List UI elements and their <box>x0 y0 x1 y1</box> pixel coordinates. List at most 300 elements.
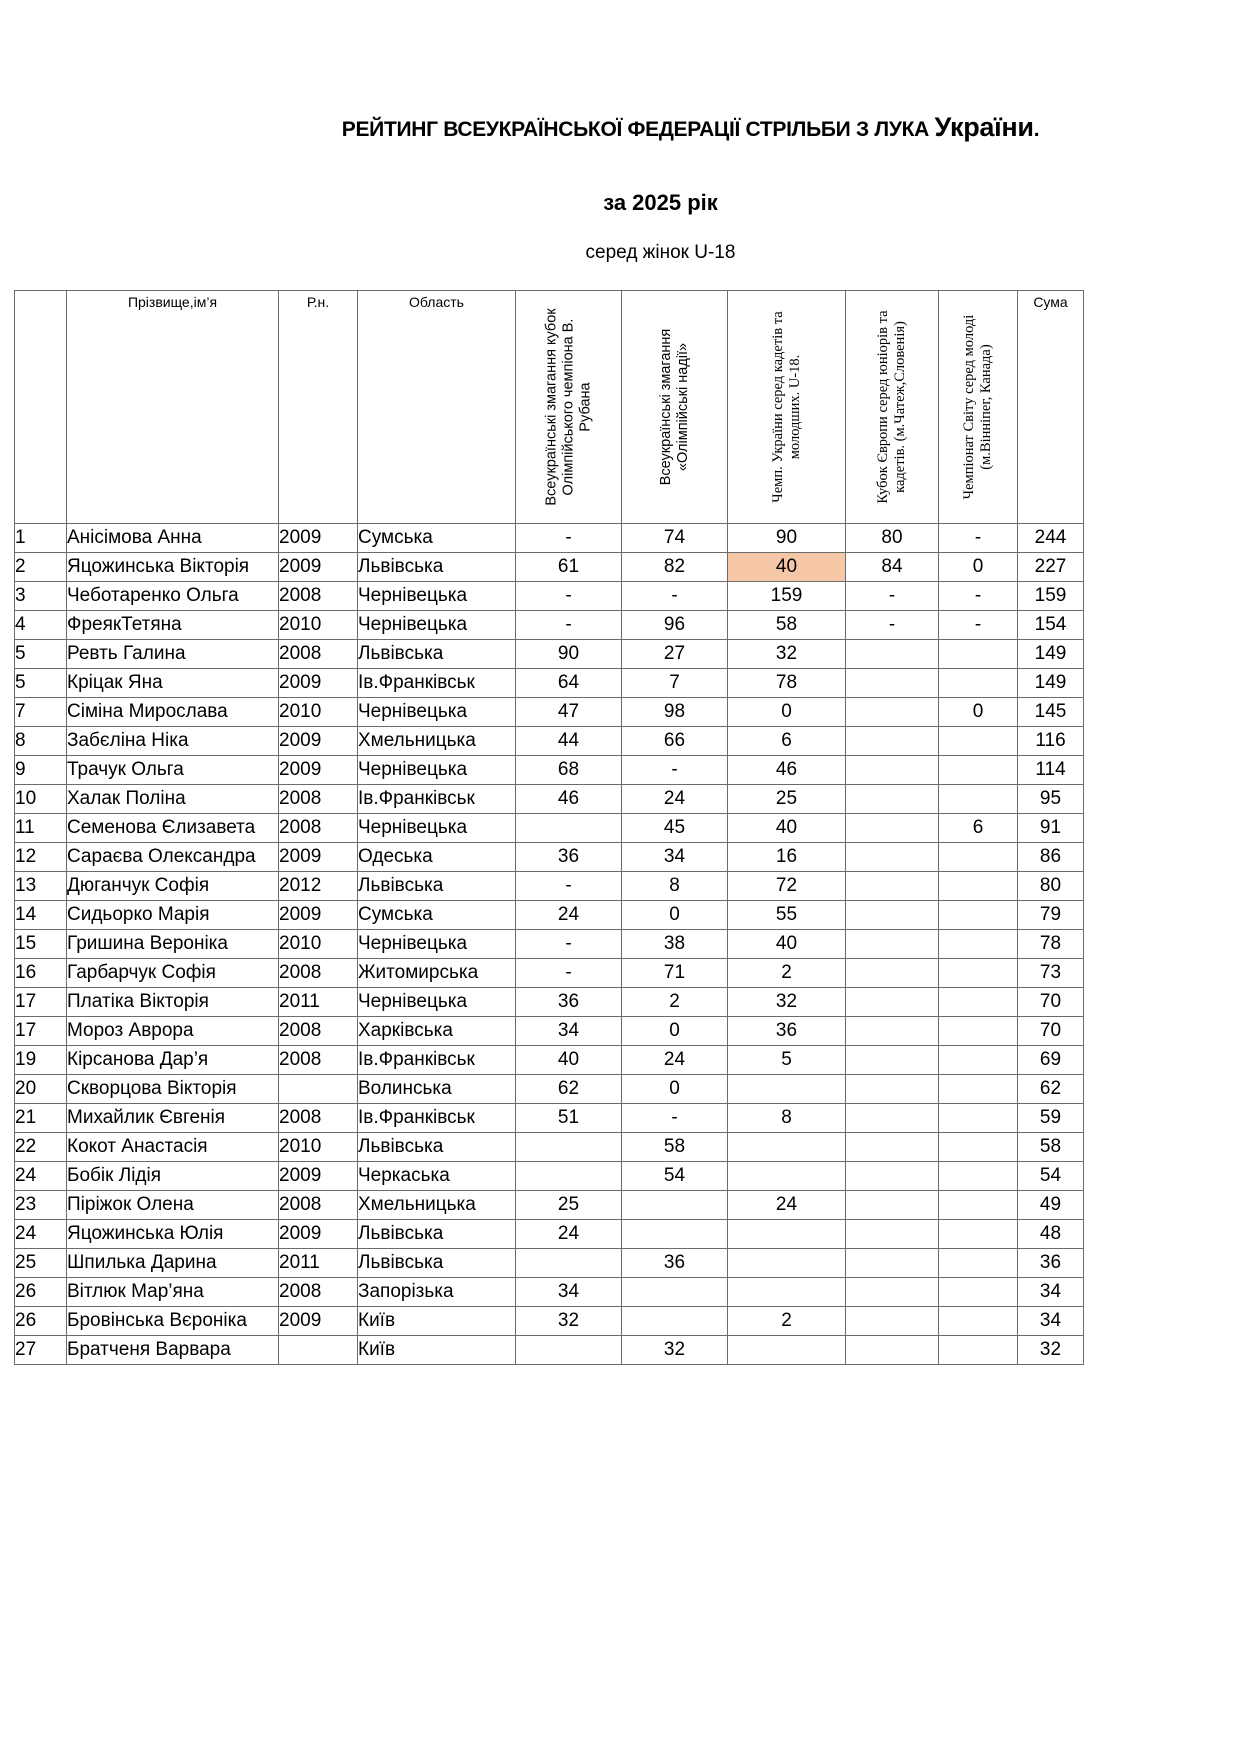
cell-birth-year: 2008 <box>279 1191 358 1220</box>
cell-region: Волинська <box>358 1075 516 1104</box>
cell-place: 13 <box>15 872 67 901</box>
cell-event5: - <box>939 524 1018 553</box>
cell-event4 <box>846 727 939 756</box>
cell-name: Шпилька Дарина <box>67 1249 279 1278</box>
cell-event3: 6 <box>728 727 846 756</box>
cell-region: Сумська <box>358 901 516 930</box>
cell-place: 3 <box>15 582 67 611</box>
cell-event5 <box>939 1017 1018 1046</box>
cell-event4 <box>846 1017 939 1046</box>
cell-event1: - <box>516 524 622 553</box>
header-total: Сума <box>1018 291 1084 524</box>
cell-event5 <box>939 988 1018 1017</box>
cell-birth-year: 2009 <box>279 669 358 698</box>
header-name: Прізвище,ім’я <box>67 291 279 524</box>
cell-event5 <box>939 930 1018 959</box>
cell-region: Черкаська <box>358 1162 516 1191</box>
cell-event4 <box>846 1191 939 1220</box>
cell-event2: - <box>622 582 728 611</box>
cell-birth-year: 2008 <box>279 1017 358 1046</box>
table-row <box>15 1307 1084 1336</box>
cell-event3 <box>728 1162 846 1191</box>
cell-event3: 78 <box>728 669 846 698</box>
cell-name: Бровінська Вєроніка <box>67 1307 279 1336</box>
cell-event2: - <box>622 1104 728 1133</box>
cell-event1: 46 <box>516 785 622 814</box>
cell-total: 34 <box>1018 1278 1084 1307</box>
cell-event1 <box>516 1133 622 1162</box>
table-row <box>15 1075 1084 1104</box>
cell-event2: 34 <box>622 843 728 872</box>
cell-event4 <box>846 959 939 988</box>
cell-name: Кірсанова Дар’я <box>67 1046 279 1075</box>
cell-total: 154 <box>1018 611 1084 640</box>
cell-event2: 54 <box>622 1162 728 1191</box>
cell-event3: 72 <box>728 872 846 901</box>
cell-total: 116 <box>1018 727 1084 756</box>
cell-birth-year: 2011 <box>279 988 358 1017</box>
table-row <box>15 1133 1084 1162</box>
cell-birth-year: 2010 <box>279 930 358 959</box>
cell-event5 <box>939 669 1018 698</box>
cell-event4: 84 <box>846 553 939 582</box>
cell-total: 54 <box>1018 1162 1084 1191</box>
table-row <box>15 959 1084 988</box>
cell-place: 5 <box>15 640 67 669</box>
table-row <box>15 524 1084 553</box>
table-row <box>15 698 1084 727</box>
cell-place: 17 <box>15 1017 67 1046</box>
cell-place: 27 <box>15 1336 67 1365</box>
title-main: РЕЙТИНГ ВСЕУКРАЇНСЬКОЇ ФЕДЕРАЦІЇ СТРІЛЬБИ З ЛУКА <box>341 118 935 141</box>
cell-event5 <box>939 1191 1018 1220</box>
cell-name: Ревть Галина <box>67 640 279 669</box>
cell-region: Ів.Франківськ <box>358 669 516 698</box>
cell-event1: - <box>516 959 622 988</box>
cell-event1: - <box>516 930 622 959</box>
cell-event1: 24 <box>516 901 622 930</box>
cell-total: 227 <box>1018 553 1084 582</box>
cell-region: Житомирська <box>358 959 516 988</box>
cell-region: Ів.Франківськ <box>358 1046 516 1075</box>
cell-event4 <box>846 901 939 930</box>
cell-name: Гарбарчук Софія <box>67 959 279 988</box>
table-row <box>15 1104 1084 1133</box>
cell-event5: - <box>939 582 1018 611</box>
cell-event5 <box>939 1046 1018 1075</box>
cell-event2: 45 <box>622 814 728 843</box>
cell-birth-year <box>279 1336 358 1365</box>
cell-event2: 0 <box>622 1017 728 1046</box>
cell-place: 16 <box>15 959 67 988</box>
cell-birth-year: 2008 <box>279 1104 358 1133</box>
cell-name: Платіка Вікторія <box>67 988 279 1017</box>
cell-total: 32 <box>1018 1336 1084 1365</box>
header-event-olympic-hopes: Всеукраїнські змагання «Олімпійські надії» <box>622 291 728 524</box>
cell-place: 12 <box>15 843 67 872</box>
cell-birth-year: 2010 <box>279 1133 358 1162</box>
cell-event1 <box>516 1162 622 1191</box>
title-country: України <box>934 112 1034 142</box>
cell-birth-year: 2009 <box>279 1307 358 1336</box>
cell-name: Яцожинська Вікторія <box>67 553 279 582</box>
cell-event3: 5 <box>728 1046 846 1075</box>
cell-event4 <box>846 1133 939 1162</box>
cell-event3: 0 <box>728 698 846 727</box>
cell-name: Кріцак Яна <box>67 669 279 698</box>
cell-region: Одеська <box>358 843 516 872</box>
cell-region: Львівська <box>358 872 516 901</box>
cell-event1: 62 <box>516 1075 622 1104</box>
cell-name: Михайлик Євгенія <box>67 1104 279 1133</box>
cell-total: 73 <box>1018 959 1084 988</box>
header-row <box>15 291 1084 524</box>
cell-total: 59 <box>1018 1104 1084 1133</box>
cell-birth-year: 2009 <box>279 843 358 872</box>
cell-event3: 55 <box>728 901 846 930</box>
cell-total: 34 <box>1018 1307 1084 1336</box>
table-row <box>15 988 1084 1017</box>
cell-birth-year: 2009 <box>279 901 358 930</box>
cell-total: 49 <box>1018 1191 1084 1220</box>
cell-place: 5 <box>15 669 67 698</box>
cell-name: Сіміна Мирослава <box>67 698 279 727</box>
cell-event2: 38 <box>622 930 728 959</box>
cell-event4 <box>846 1249 939 1278</box>
cell-event4 <box>846 698 939 727</box>
cell-place: 20 <box>15 1075 67 1104</box>
cell-event5 <box>939 1104 1018 1133</box>
cell-total: 114 <box>1018 756 1084 785</box>
cell-event1 <box>516 814 622 843</box>
cell-event1: 51 <box>516 1104 622 1133</box>
cell-total: 62 <box>1018 1075 1084 1104</box>
cell-birth-year: 2008 <box>279 1046 358 1075</box>
table-row <box>15 814 1084 843</box>
cell-event1: 32 <box>516 1307 622 1336</box>
cell-total: 70 <box>1018 988 1084 1017</box>
cell-name: Сидьорко Марія <box>67 901 279 930</box>
header-region: Область <box>358 291 516 524</box>
cell-name: Братченя Варвара <box>67 1336 279 1365</box>
cell-event4 <box>846 930 939 959</box>
cell-place: 2 <box>15 553 67 582</box>
cell-region: Сумська <box>358 524 516 553</box>
cell-region: Київ <box>358 1307 516 1336</box>
cell-event5 <box>939 785 1018 814</box>
cell-event4 <box>846 1162 939 1191</box>
cell-event4: 80 <box>846 524 939 553</box>
cell-event3 <box>728 1133 846 1162</box>
cell-event4 <box>846 872 939 901</box>
cell-region: Львівська <box>358 1220 516 1249</box>
cell-birth-year: 2009 <box>279 1162 358 1191</box>
cell-event5 <box>939 1133 1018 1162</box>
table-row <box>15 785 1084 814</box>
cell-region: Чернівецька <box>358 988 516 1017</box>
cell-event2: 58 <box>622 1133 728 1162</box>
cell-event2: 0 <box>622 1075 728 1104</box>
cell-place: 24 <box>15 1162 67 1191</box>
cell-event3: 40 <box>728 930 846 959</box>
table-row <box>15 872 1084 901</box>
cell-event2: 2 <box>622 988 728 1017</box>
cell-event5: 0 <box>939 553 1018 582</box>
cell-place: 7 <box>15 698 67 727</box>
cell-birth-year: 2010 <box>279 611 358 640</box>
cell-place: 25 <box>15 1249 67 1278</box>
cell-event4 <box>846 814 939 843</box>
cell-event1: 68 <box>516 756 622 785</box>
cell-event2: 7 <box>622 669 728 698</box>
cell-event2: 36 <box>622 1249 728 1278</box>
cell-event3: 2 <box>728 959 846 988</box>
cell-event2 <box>622 1191 728 1220</box>
cell-region: Чернівецька <box>358 756 516 785</box>
cell-event1: 90 <box>516 640 622 669</box>
table-row <box>15 611 1084 640</box>
cell-event3: 58 <box>728 611 846 640</box>
table-row <box>15 582 1084 611</box>
cell-total: 149 <box>1018 640 1084 669</box>
cell-birth-year: 2012 <box>279 872 358 901</box>
cell-region: Ів.Франківськ <box>358 785 516 814</box>
table-row <box>15 1336 1084 1365</box>
cell-event4 <box>846 756 939 785</box>
cell-place: 11 <box>15 814 67 843</box>
cell-birth-year: 2008 <box>279 640 358 669</box>
cell-event2: 8 <box>622 872 728 901</box>
cell-event3: 32 <box>728 640 846 669</box>
cell-event1: 36 <box>516 988 622 1017</box>
cell-region: Запорізька <box>358 1278 516 1307</box>
cell-event1: 40 <box>516 1046 622 1075</box>
cell-event5 <box>939 843 1018 872</box>
table-row <box>15 1162 1084 1191</box>
header-event-ukraine-championship: Чемп. України серед кадетів та молодших. U-18. <box>728 291 846 524</box>
table-row <box>15 1249 1084 1278</box>
cell-event3: 40 <box>728 814 846 843</box>
cell-birth-year: 2009 <box>279 727 358 756</box>
cell-event3: 25 <box>728 785 846 814</box>
cell-birth-year: 2008 <box>279 959 358 988</box>
cell-event5 <box>939 901 1018 930</box>
cell-event2: 96 <box>622 611 728 640</box>
title-end: . <box>1033 118 1040 141</box>
cell-place: 15 <box>15 930 67 959</box>
header-birth-year: Р.н. <box>279 291 358 524</box>
cell-name: Сараєва Олександра <box>67 843 279 872</box>
cell-event4 <box>846 843 939 872</box>
cell-event1: 44 <box>516 727 622 756</box>
cell-event4: - <box>846 582 939 611</box>
cell-place: 4 <box>15 611 67 640</box>
header-event-world-championship: Чемпіонат Світу серед молоді (м.Вінніпег, Канада) <box>939 291 1018 524</box>
cell-region: Львівська <box>358 1133 516 1162</box>
cell-place: 21 <box>15 1104 67 1133</box>
cell-event2: 32 <box>622 1336 728 1365</box>
cell-place: 17 <box>15 988 67 1017</box>
cell-event2: 0 <box>622 901 728 930</box>
cell-name: Вітлюк Мар’яна <box>67 1278 279 1307</box>
cell-name: Семенова Єлизавета <box>67 814 279 843</box>
cell-event2: 74 <box>622 524 728 553</box>
cell-place: 19 <box>15 1046 67 1075</box>
cell-event1 <box>516 1336 622 1365</box>
rating-table <box>14 290 1084 1365</box>
cell-event3 <box>728 1278 846 1307</box>
cell-event3: 159 <box>728 582 846 611</box>
cell-name: Трачук Ольга <box>67 756 279 785</box>
category-subtitle: серед жінок U-18 <box>585 242 736 263</box>
cell-birth-year: 2008 <box>279 1278 358 1307</box>
cell-name: Халак Поліна <box>67 785 279 814</box>
cell-event3 <box>728 1336 846 1365</box>
cell-place: 22 <box>15 1133 67 1162</box>
cell-event3: 24 <box>728 1191 846 1220</box>
cell-event1: 34 <box>516 1017 622 1046</box>
cell-event5 <box>939 1336 1018 1365</box>
cell-event4 <box>846 1336 939 1365</box>
cell-event1: 34 <box>516 1278 622 1307</box>
table-row <box>15 930 1084 959</box>
cell-total: 48 <box>1018 1220 1084 1249</box>
header-event-european-cup: Кубок Європи серед юніорів та кадетів. (м.Чатеж,Словенія) <box>846 291 939 524</box>
cell-place: 14 <box>15 901 67 930</box>
cell-event3: 32 <box>728 988 846 1017</box>
cell-total: 95 <box>1018 785 1084 814</box>
cell-event2: 66 <box>622 727 728 756</box>
cell-birth-year: 2009 <box>279 553 358 582</box>
cell-total: 86 <box>1018 843 1084 872</box>
cell-event3: 2 <box>728 1307 846 1336</box>
cell-event5 <box>939 1075 1018 1104</box>
cell-event4 <box>846 1220 939 1249</box>
cell-region: Хмельницька <box>358 1191 516 1220</box>
cell-event5: - <box>939 611 1018 640</box>
cell-event2 <box>622 1278 728 1307</box>
cell-event2: 82 <box>622 553 728 582</box>
cell-event1: 25 <box>516 1191 622 1220</box>
cell-name: Бобік Лідія <box>67 1162 279 1191</box>
cell-event1: 61 <box>516 553 622 582</box>
table-row <box>15 727 1084 756</box>
cell-birth-year: 2010 <box>279 698 358 727</box>
cell-event2: 24 <box>622 785 728 814</box>
table-row <box>15 640 1084 669</box>
cell-region: Львівська <box>358 553 516 582</box>
cell-event2: 24 <box>622 1046 728 1075</box>
cell-event1 <box>516 1249 622 1278</box>
table-row <box>15 1278 1084 1307</box>
document-title <box>0 112 1241 143</box>
cell-name: Піріжок Олена <box>67 1191 279 1220</box>
cell-total: 91 <box>1018 814 1084 843</box>
cell-total: 79 <box>1018 901 1084 930</box>
cell-event3: 90 <box>728 524 846 553</box>
table-row <box>15 1220 1084 1249</box>
cell-event4 <box>846 1307 939 1336</box>
cell-name: ФреякТетяна <box>67 611 279 640</box>
cell-birth-year: 2009 <box>279 1220 358 1249</box>
cell-total: 70 <box>1018 1017 1084 1046</box>
cell-event5 <box>939 727 1018 756</box>
cell-event5 <box>939 1249 1018 1278</box>
table-row <box>15 843 1084 872</box>
cell-name: Скворцова Вікторія <box>67 1075 279 1104</box>
cell-event2: 98 <box>622 698 728 727</box>
cell-total: 149 <box>1018 669 1084 698</box>
cell-name: Яцожинська Юлія <box>67 1220 279 1249</box>
cell-event1: 47 <box>516 698 622 727</box>
header-event-rubana-cup: Всеукраїнські змагання кубок Олімпійського чемпіона В. Рубана <box>516 291 622 524</box>
table-row <box>15 1046 1084 1075</box>
cell-event3: 46 <box>728 756 846 785</box>
cell-name: Дюганчук Софія <box>67 872 279 901</box>
cell-event4 <box>846 1278 939 1307</box>
cell-event5 <box>939 1162 1018 1191</box>
cell-birth-year: 2008 <box>279 814 358 843</box>
cell-birth-year: 2011 <box>279 1249 358 1278</box>
cell-event5 <box>939 1307 1018 1336</box>
table-row <box>15 553 1084 582</box>
cell-event5 <box>939 1278 1018 1307</box>
table-row <box>15 756 1084 785</box>
cell-region: Чернівецька <box>358 814 516 843</box>
cell-region: Хмельницька <box>358 727 516 756</box>
cell-birth-year: 2008 <box>279 785 358 814</box>
cell-place: 23 <box>15 1191 67 1220</box>
cell-region: Харківська <box>358 1017 516 1046</box>
cell-event3 <box>728 1220 846 1249</box>
cell-total: 80 <box>1018 872 1084 901</box>
cell-birth-year: 2008 <box>279 582 358 611</box>
cell-place: 26 <box>15 1278 67 1307</box>
cell-event5: 0 <box>939 698 1018 727</box>
cell-event4: - <box>846 611 939 640</box>
cell-region: Львівська <box>358 640 516 669</box>
cell-event2: - <box>622 756 728 785</box>
cell-region: Київ <box>358 1336 516 1365</box>
cell-event3 <box>728 1249 846 1278</box>
cell-event4 <box>846 785 939 814</box>
cell-event4 <box>846 1046 939 1075</box>
cell-name: Гришина Вероніка <box>67 930 279 959</box>
cell-place: 26 <box>15 1307 67 1336</box>
cell-name: Кокот Анастасія <box>67 1133 279 1162</box>
cell-birth-year: 2009 <box>279 524 358 553</box>
cell-name: Чеботаренко Ольга <box>67 582 279 611</box>
cell-event5: 6 <box>939 814 1018 843</box>
cell-event3 <box>728 1075 846 1104</box>
cell-event3: 8 <box>728 1104 846 1133</box>
cell-total: 145 <box>1018 698 1084 727</box>
cell-total: 78 <box>1018 930 1084 959</box>
table-row <box>15 901 1084 930</box>
cell-name: Забєліна Ніка <box>67 727 279 756</box>
cell-place: 1 <box>15 524 67 553</box>
cell-event4 <box>846 640 939 669</box>
cell-event5 <box>939 1220 1018 1249</box>
cell-event3: 16 <box>728 843 846 872</box>
cell-event4 <box>846 1075 939 1104</box>
cell-region: Чернівецька <box>358 582 516 611</box>
table-body <box>15 524 1084 1365</box>
cell-event5 <box>939 959 1018 988</box>
cell-event1: 64 <box>516 669 622 698</box>
cell-name: Мороз Аврора <box>67 1017 279 1046</box>
cell-event5 <box>939 872 1018 901</box>
